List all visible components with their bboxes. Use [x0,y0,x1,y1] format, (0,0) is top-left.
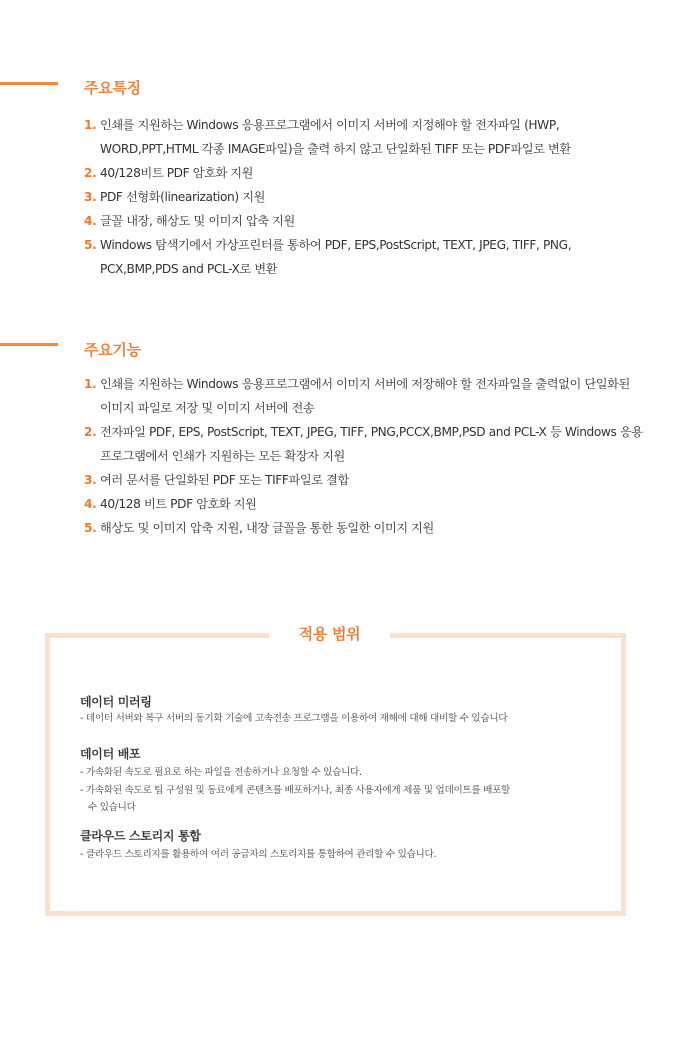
list-item [84,420,644,468]
distribution-text-1: - 가속화된 속도로 필요로 하는 파일을 전송하거나 요청할 수 있습니다. [80,767,362,778]
list-item [84,233,644,281]
list-number: 5. [84,521,97,535]
distribution-heading: 데이터 배포 [80,747,141,761]
list-text: Windows 탐색기에서 가상프린터를 통하여 PDF, EPS,PostScript, TEXT, JPEG, TIFF, PNG, PCX,BMP,PDS and PCL-X로 변환 [100,238,572,276]
distribution-text-3: 수 있습니다 [88,802,136,813]
list-text: 전자파일 PDF, EPS, PostScript, TEXT, JPEG, TIFF, PNG,PCCX,BMP,PSD and PCL-X 등 Windows 응용프로그램에서 인쇄가 지원하는 모든 확장자 지원 [100,425,643,463]
list-text: 여러 문서를 단일화된 PDF 또는 TIFF파일로 결합 [100,473,349,487]
list-text: 40/128비트 PDF 암호화 지원 [100,166,254,180]
list-item [84,185,644,209]
list-number: 2. [84,166,97,180]
list-item [84,492,644,516]
list-item [84,113,644,161]
list-text: 글꼴 내장, 해상도 및 이미지 압축 지원 [100,214,295,228]
list-text: 40/128 비트 PDF 암호화 지원 [100,497,257,511]
list-number: 5. [84,238,97,252]
functions-list [84,372,644,540]
features-title: 주요특징 [84,79,141,97]
list-item [84,516,644,540]
list-number: 3. [84,190,97,204]
list-text: PDF 선형화(linearization) 지원 [100,190,265,204]
list-text: 인쇄를 지원하는 Windows 응용프로그램에서 이미지 서버에 지정해야 할 전자파일 (HWP, WORD,PPT,HTML 각종 IMAGE파일)을 출력 하지 않고 단일화된 TIFF 또는 PDF파일로 변환 [100,118,571,156]
list-item [84,161,644,185]
list-number: 4. [84,497,97,511]
list-item [84,209,644,233]
mirroring-text: - 데이터 서버와 복구 서버의 동기화 기술에 고속전송 프로그램을 이용하여 재해에 대해 대비할 수 있습니다 [80,713,508,724]
list-item [84,372,644,420]
list-text: 인쇄를 지원하는 Windows 응용프로그램에서 이미지 서버에 저장해야 할 전자파일을 출력없이 단일화된 이미지 파일로 저장 및 이미지 서버에 전송 [100,377,630,415]
list-number: 4. [84,214,97,228]
functions-title: 주요기능 [84,341,141,359]
list-number: 1. [84,118,97,132]
scope-title: 적용 범위 [298,625,361,643]
list-number: 3. [84,473,97,487]
features-accent-line [0,82,58,85]
features-list [84,113,644,281]
cloud-heading: 클라우드 스토리지 통합 [80,829,201,843]
distribution-text-2: - 가속화된 속도로 팀 구성원 및 동료에게 콘텐츠를 배포하거나, 최종 사용자에게 제품 및 업데이트를 배포할 [80,785,511,796]
mirroring-heading: 데이터 미러링 [80,695,152,709]
functions-accent-line [0,343,58,346]
cloud-text: - 클라우드 스토리지를 활용하여 여러 공급자의 스토리지를 통합하여 관리할 수 있습니다. [80,849,437,860]
list-text: 해상도 및 이미지 압축 지원, 내장 글꼴을 통한 동일한 이미지 지원 [100,521,434,535]
list-number: 1. [84,377,97,391]
list-item [84,468,644,492]
list-number: 2. [84,425,97,439]
